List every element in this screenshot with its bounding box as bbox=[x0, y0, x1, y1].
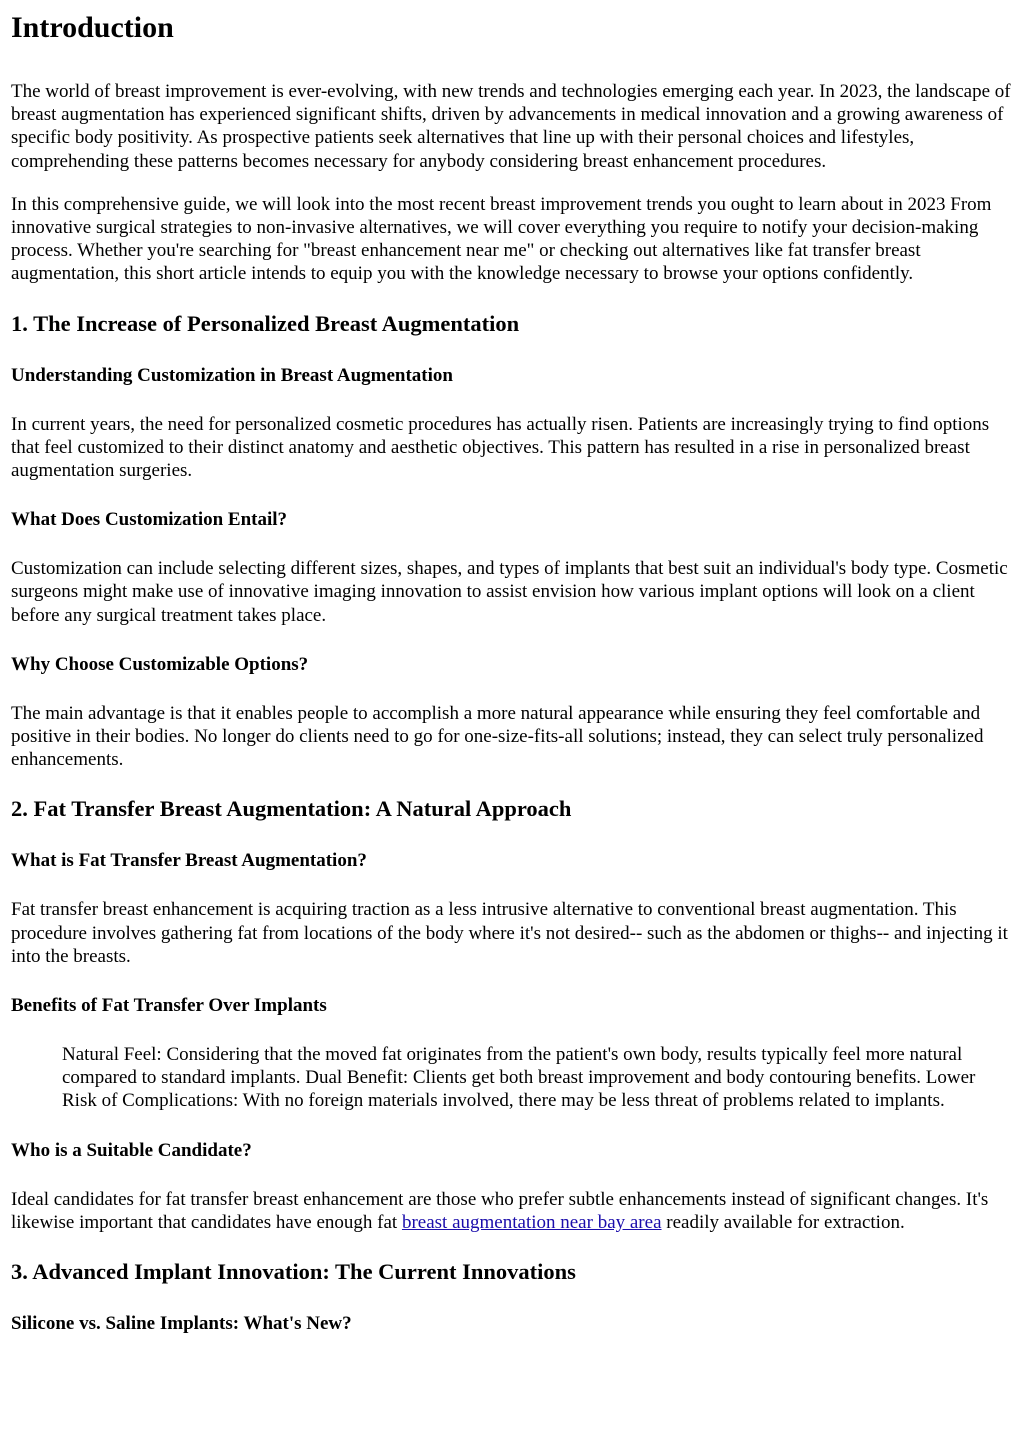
section-1-subheading-2: What Does Customization Entail? bbox=[11, 509, 288, 531]
section-3-subheading-1: Silicone vs. Saline Implants: What's New? bbox=[11, 1313, 352, 1335]
page-title: Introduction bbox=[11, 11, 174, 44]
section-2-paragraph-1: Fat transfer breast enhancement is acquiring traction as a less intrusive alternative to conventional breast augmentation. This procedure involves gathering fat from locations of the body where it's not desired-- such as the abdomen or thighs-- and injecting it into the breasts. bbox=[11, 899, 1008, 967]
section-1-subheading-3: Why Choose Customizable Options? bbox=[11, 653, 309, 675]
intro-paragraph-1: The world of breast improvement is ever-evolving, with new trends and technologies emerging each year. In 2023, the landscape of breast augmentation has experienced significant shifts, driven by advancements in medical innovation and a growing awareness of specific body positivity. As prospective patients seek alternatives that line up with their personal choices and lifestyles, comprehending these patterns becomes necessary for anybody considering breast enhancement procedures. bbox=[11, 81, 1011, 172]
paragraph-text-after-link: readily available for extraction. bbox=[661, 1211, 905, 1233]
intro-paragraph-2: In this comprehensive guide, we will look into the most recent breast improvement trends you ought to learn about in 2023 From innovative surgical strategies to non-invasive alternatives, we will cover everything you require to notify your decision-making process. Whether you're searching for "breast enhancement near me" or checking out alternatives like fat transfer breast augmentation, this short article intends to equip you with the knowledge necessary to browse your options confidently. bbox=[11, 193, 992, 285]
section-2-heading: 2. Fat Transfer Breast Augmentation: A Natural Approach bbox=[11, 796, 572, 822]
benefits-blockquote: Natural Feel: Considering that the moved fat originates from the patient's own body, results typically feel more natural compared to standard implants. Dual Benefit: Clients get both breast improvement and body contouring benefits. Lower Risk of Complications: With no foreign materials involved, there may be less threat of problems related to implants. bbox=[62, 1044, 976, 1112]
section-3-heading: 3. Advanced Implant Innovation: The Current Innovations bbox=[11, 1259, 576, 1285]
section-1-paragraph-2: Customization can include selecting different sizes, shapes, and types of implants that best suit an individual's body type. Cosmetic surgeons might make use of innovative imaging innovation to assist envision how various implant options will look on a client before any surgical treatment takes place. bbox=[11, 558, 1008, 626]
section-2-subheading-1: What is Fat Transfer Breast Augmentation? bbox=[11, 850, 367, 872]
section-2-subheading-3: Who is a Suitable Candidate? bbox=[11, 1139, 252, 1161]
section-2-subheading-2: Benefits of Fat Transfer Over Implants bbox=[11, 995, 327, 1017]
section-1-paragraph-3: The main advantage is that it enables people to accomplish a more natural appearance while ensuring they feel comfortable and positive in their bodies. No longer do clients need to go for one-size-fits-all solutions; instead, they can select truly personalized enhancements. bbox=[11, 702, 984, 771]
breast-augmentation-bay-area-link[interactable]: breast augmentation near bay area bbox=[401, 1211, 662, 1233]
section-1-paragraph-1: In current years, the need for personalized cosmetic procedures has actually risen. Patients are increasingly trying to find options that feel customized to their distinct anatomy and aesthetic objectives. This pattern has resulted in a rise in personalized breast augmentation surgeries. bbox=[11, 413, 990, 482]
section-1-subheading-1: Understanding Customization in Breast Augmentation bbox=[11, 364, 453, 386]
section-2-paragraph-3 bbox=[11, 1188, 1014, 1234]
paragraph-text-before-link: Ideal candidates for fat transfer breast enhancement are those who prefer subtle enhancements instead of significant changes. It's likewise important that candidates have enough fat bbox=[11, 1188, 989, 1233]
section-1-heading: 1. The Increase of Personalized Breast Augmentation bbox=[11, 310, 520, 336]
article bbox=[0, 10, 1024, 1336]
